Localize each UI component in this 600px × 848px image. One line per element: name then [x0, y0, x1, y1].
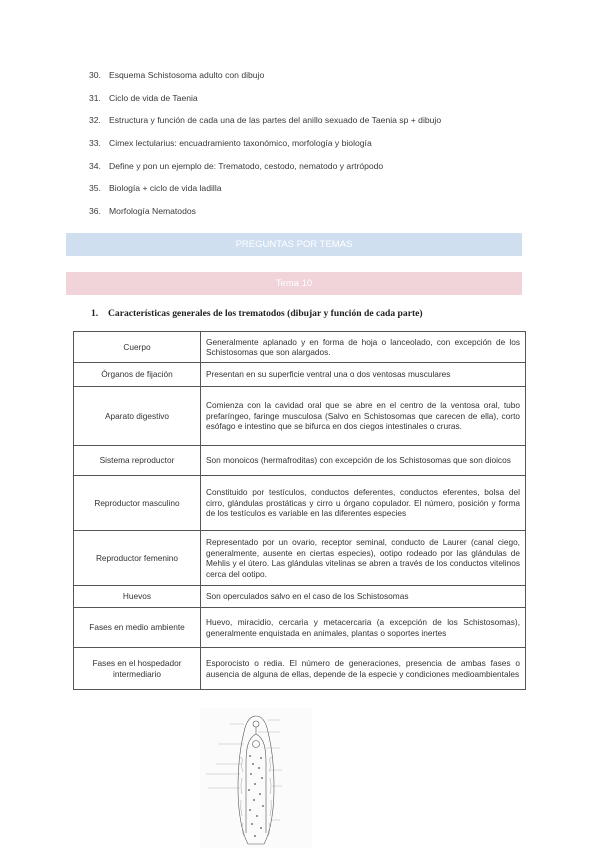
item-text: Define y pon un ejemplo de: Trematodo, cestodo, nematodo y artrópodo [109, 160, 384, 171]
table-row [74, 531, 526, 586]
item-text: Morfología Nematodos [109, 206, 196, 217]
list-item [89, 115, 441, 138]
trematode-diagram [200, 708, 312, 848]
table-row [74, 446, 526, 476]
table-row [74, 476, 526, 531]
item-number: 34. [89, 160, 101, 171]
list-item [89, 93, 441, 116]
list-item [89, 206, 441, 229]
item-text: Esquema Schistosoma adulto con dibujo [109, 70, 265, 80]
row-value: Representado por un ovario, receptor seminal, conducto de Laurer (canal ciego, generalmente, ausente en ciertas especies), ootipo rodeado por las glándulas de Mehlis y el útero. Las glándulas vitelinas se abren a través de los conductos vitelinos cerca del ootipo. [201, 531, 526, 586]
item-number: 32. [89, 115, 101, 126]
row-label: Reproductor masculino [74, 476, 201, 531]
topic-list [89, 70, 441, 229]
question-number: 1. [91, 308, 99, 319]
row-label: Reproductor femenino [74, 531, 201, 586]
row-value: Generalmente aplanado y en forma de hoja o lanceolado, con excepción de los Schistosomas que son alargados. [201, 332, 526, 363]
item-text: Ciclo de vida de Taenia [109, 92, 198, 103]
row-label: Fases en el hospedador intermediario [74, 648, 201, 690]
item-text: Cimex lectularius: encuadramiento taxonómico, morfología y biología [109, 138, 372, 149]
table-row [74, 608, 526, 648]
list-item [89, 161, 441, 184]
question-text: Características generales de los trematodos (dibujar y función de cada parte) [108, 308, 423, 319]
row-label: Fases en medio ambiente [74, 608, 201, 648]
item-text: Estructura y función de cada una de las partes del anillo sexuado de Taenia sp + dibujo [109, 115, 442, 126]
item-text: Biología + ciclo de vida ladilla [109, 183, 222, 194]
list-item [89, 138, 441, 161]
item-number: 35. [89, 183, 101, 194]
row-value: Son monoicos (hermafroditas) con excepción de los Schistosomas que son dioicos [201, 446, 526, 476]
row-value: Comienza con la cavidad oral que se abre en el centro de la ventosa oral, tubo prefaríngeo, faringe musculosa (Salvo en Schistosomas que carecen de ella), corto esófago e intestino que se bifurca en dos ciegos intestinales o cruras. [201, 387, 526, 446]
row-label: Cuerpo [74, 332, 201, 363]
trematode-drawing [200, 708, 312, 848]
table-row [74, 363, 526, 387]
item-number: 33. [89, 138, 101, 149]
list-item [89, 70, 441, 93]
item-number: 30. [89, 70, 101, 80]
question-heading [91, 308, 423, 319]
row-label: Órganos de fijación [74, 363, 201, 387]
theme-title-banner [66, 272, 522, 295]
row-value: Presentan en su superficie ventral una o dos ventosas musculares [201, 363, 526, 387]
table-row [74, 332, 526, 363]
row-label: Aparato digestivo [74, 387, 201, 446]
item-number: 31. [89, 92, 101, 103]
list-item [89, 183, 441, 206]
row-value: Huevo, miracidio, cercaria y metacercaria (a excepción de los Schistosomas), generalmente enquistada en animales, plantas o soportes inertes [201, 608, 526, 648]
row-value: Esporocisto o redia. El número de generaciones, presencia de ambas fases o ausencia de alguna de ellas, depende de la especie y condiciones medioambientales [201, 648, 526, 690]
row-value: Son operculados salvo en el caso de los Schistosomas [201, 586, 526, 608]
table-row [74, 387, 526, 446]
table-row [74, 648, 526, 690]
section-title: PREGUNTAS POR TEMAS [235, 239, 353, 250]
trematode-table [73, 331, 526, 690]
row-value: Constituido por testículos, conductos deferentes, conductos eferentes, bolsa del cirro, glándulas prostáticas y cirro u órgano copulador. El número, posición y forma de los testículos es variable en las diferentes especies [201, 476, 526, 531]
theme-title: Tema 10 [275, 278, 313, 289]
section-title-banner [66, 233, 522, 256]
row-label: Sistema reproductor [74, 446, 201, 476]
item-number: 36. [89, 206, 101, 217]
row-label: Huevos [74, 586, 201, 608]
table-row [74, 586, 526, 608]
